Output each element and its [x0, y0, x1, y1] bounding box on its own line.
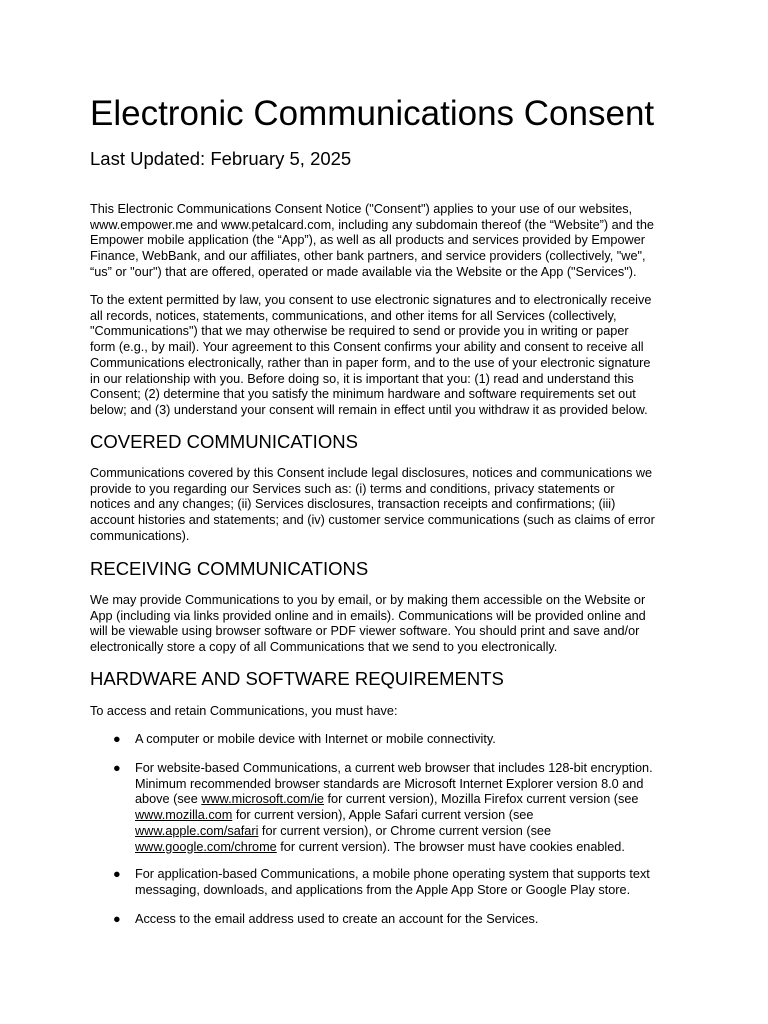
text-line: This Electronic Communications Consent Notice ("Consent") applies to your use of our websites, [90, 202, 633, 216]
text-line: Finance, WebBank, and our affiliates, other bank partners, and service providers (collectively, "we", [90, 249, 646, 264]
requirement-item-email [135, 912, 695, 928]
text-line: Communications covered by this Consent include legal disclosures, notices and communications we [90, 466, 653, 480]
text-line [135, 824, 695, 840]
google-chrome-link[interactable]: www.google.com/chrome [135, 839, 277, 854]
text-line [135, 808, 695, 824]
last-updated-date: Last Updated: February 5, 2025 [90, 148, 352, 169]
text-line: Communications electronically, rather than in paper form, and to the use of your electronic signature [90, 355, 651, 370]
text-line: account histories and statements; and (iv) customer service communications (such as claims of error [90, 513, 655, 528]
text-line: communications). [90, 528, 190, 543]
text-fragment: for current version), Mozilla Firefox current version (see [323, 792, 639, 807]
text-line: For website-based Communications, a current web browser that includes 128-bit encryption. [135, 761, 653, 775]
text-line: Access to the email address used to create an account for the Services. [135, 912, 539, 926]
text-line: notices and any changes; (ii) Services disclosures, transaction receipts and confirmations; (iii) [90, 497, 616, 512]
intro-paragraph-1 [90, 202, 690, 281]
text-line: “us” or "our") that are offered, operated or made available via the Website or the App ("Services"). [90, 264, 637, 279]
text-fragment: for current version), or Chrome current version (see [258, 823, 552, 838]
requirement-item-browser [135, 761, 695, 855]
apple-safari-link[interactable]: www.apple.com/safari [135, 823, 259, 838]
hardware-software-heading: HARDWARE AND SOFTWARE REQUIREMENTS [90, 668, 504, 689]
receiving-communications-heading: RECEIVING COMMUNICATIONS [90, 558, 369, 579]
text-line: www.empower.me and www.petalcard.com, including any subdomain thereof (the “Website”) and the [90, 217, 654, 232]
text-line: provide to you regarding our Services such as: (i) terms and conditions, privacy statements or [90, 481, 615, 496]
text-line: in our relationship with you. Before doing so, it is important that you: (1) read and understand this [90, 371, 634, 386]
text-line: For application-based Communications, a mobile phone operating system that supports text [135, 867, 650, 881]
text-line: below; and (3) understand your consent will remain in effect until you withdraw it as provided below. [90, 402, 648, 417]
text-line: Consent; (2) determine that you satisfy the minimum hardware and software requirements set out [90, 387, 636, 402]
text-line: electronically store a copy of all Communications that we send to you electronically. [90, 640, 558, 655]
text-fragment: for current version). The browser must have cookies enabled. [276, 839, 625, 854]
text-line [135, 840, 695, 856]
covered-communications-heading: COVERED COMMUNICATIONS [90, 431, 358, 452]
mozilla-link[interactable]: www.mozilla.com [135, 808, 233, 823]
text-line: Empower mobile application (the “App”), as well as all products and services provided by Empower [90, 233, 645, 248]
text-line: To access and retain Communications, you must have: [90, 704, 398, 718]
page-title: Electronic Communications Consent [90, 94, 655, 133]
text-line: messaging, downloads, and applications from the Apple App Store or Google Play store. [135, 882, 631, 897]
requirement-item-mobile-os [135, 867, 695, 898]
microsoft-ie-link[interactable]: www.microsoft.com/ie [201, 792, 324, 807]
text-fragment: above (see [135, 792, 202, 807]
intro-paragraph-2 [90, 293, 690, 419]
text-line: Minimum recommended browser standards are Microsoft Internet Explorer version 8.0 and [135, 776, 644, 791]
text-line: To the extent permitted by law, you consent to use electronic signatures and to electronically receive [90, 293, 652, 307]
text-line: all records, notices, statements, communications, and other items for all Services (collectively, [90, 308, 617, 323]
covered-communications-paragraph [90, 466, 690, 545]
text-line: will be viewable using browser software or PDF viewer software. You should print and save and/or [90, 624, 640, 639]
requirements-intro [90, 704, 690, 720]
requirement-item-device [135, 732, 695, 748]
bullet-icon: ● [113, 732, 121, 746]
text-line: form (e.g., by mail). Your agreement to this Consent confirms your ability and consent to receive all [90, 340, 644, 355]
bullet-icon: ● [113, 761, 121, 775]
text-line: App (including via links provided online and in emails). Communications will be provided online and [90, 608, 646, 623]
text-line: We may provide Communications to you by email, or by making them accessible on the Website or [90, 593, 646, 607]
text-line [135, 792, 695, 808]
receiving-communications-paragraph [90, 593, 690, 656]
text-fragment: for current version), Apple Safari current version (see [232, 808, 534, 823]
bullet-icon: ● [113, 867, 121, 881]
bullet-icon: ● [113, 912, 121, 926]
text-line: "Communications") that we may otherwise be required to send or provide you in writing or paper [90, 324, 629, 339]
text-line: A computer or mobile device with Internet or mobile connectivity. [135, 732, 496, 746]
